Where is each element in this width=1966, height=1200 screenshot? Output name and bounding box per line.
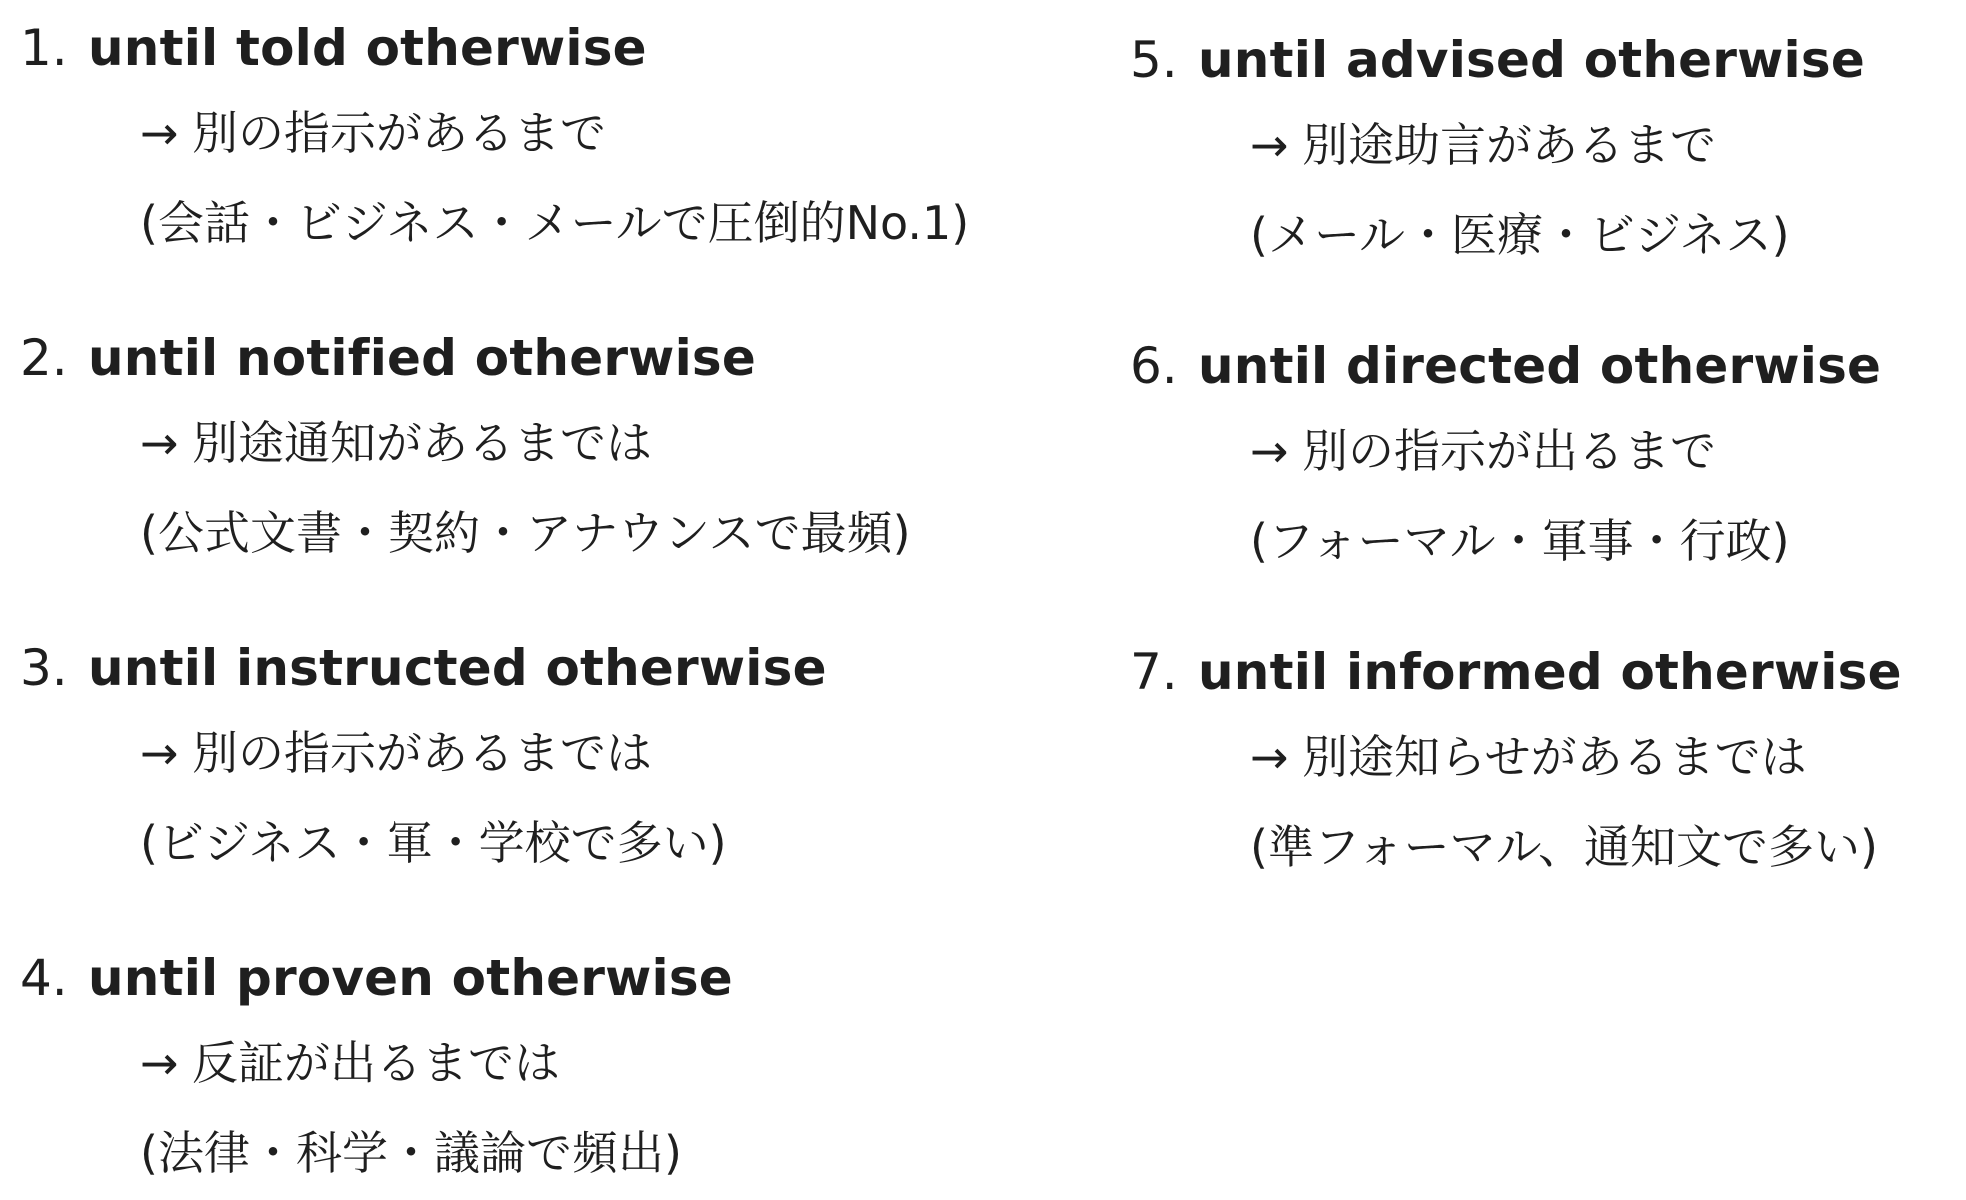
item-number: 4.	[20, 949, 68, 1007]
list-item	[20, 938, 733, 1198]
list-item	[20, 8, 969, 268]
item-meaning: 別の指示があるまでは	[192, 726, 652, 780]
list-item	[20, 628, 827, 888]
item-meaning-line	[1130, 100, 1790, 190]
item-meaning: 別途通知があるまでは	[192, 416, 652, 470]
item-phrase: until notified otherwise	[88, 329, 756, 387]
item-note: (準フォーマル、通知文で多い)	[1250, 820, 1878, 874]
item-number: 2.	[20, 329, 68, 387]
item-number: 7.	[1130, 643, 1178, 701]
list-item	[1130, 632, 1902, 892]
item-meaning-line	[20, 88, 969, 178]
arrow-right-icon: →	[1250, 424, 1289, 478]
arrow-right-icon: →	[140, 1036, 179, 1090]
list-item	[1130, 20, 1865, 280]
item-meaning: 別途知らせがあるまでは	[1302, 730, 1807, 784]
item-meaning: 反証が出るまでは	[192, 1036, 560, 1090]
item-meaning-line	[20, 398, 911, 488]
item-phrase: until proven otherwise	[88, 949, 733, 1007]
item-meaning-line	[1130, 406, 1790, 496]
arrow-right-icon: →	[140, 416, 179, 470]
item-note: (法律・科学・議論で頻出)	[140, 1126, 682, 1180]
item-meaning-line	[1130, 712, 1878, 802]
item-phrase: until told otherwise	[88, 19, 647, 77]
item-number: 5.	[1130, 31, 1178, 89]
item-number: 1.	[20, 19, 68, 77]
item-meaning: 別の指示が出るまで	[1302, 424, 1716, 478]
item-note: (ビジネス・軍・学校で多い)	[140, 816, 727, 870]
arrow-right-icon: →	[140, 106, 179, 160]
list-item	[1130, 326, 1882, 586]
item-note: (公式文書・契約・アナウンスで最頻)	[140, 506, 911, 560]
arrow-right-icon: →	[1250, 730, 1289, 784]
list-item	[20, 318, 911, 578]
item-meaning-line	[20, 1018, 682, 1108]
arrow-right-icon: →	[140, 726, 179, 780]
arrow-right-icon: →	[1250, 118, 1289, 172]
item-note: (会話・ビジネス・メールで圧倒的No.1)	[140, 196, 970, 250]
item-phrase: until advised otherwise	[1198, 31, 1865, 89]
item-phrase: until directed otherwise	[1198, 337, 1882, 395]
item-number: 6.	[1130, 337, 1178, 395]
item-phrase: until informed otherwise	[1198, 643, 1902, 701]
item-phrase: until instructed otherwise	[88, 639, 827, 697]
item-note: (メール・医療・ビジネス)	[1250, 208, 1790, 262]
item-meaning: 別途助言があるまで	[1302, 118, 1716, 172]
item-note: (フォーマル・軍事・行政)	[1250, 514, 1790, 568]
item-meaning-line	[20, 708, 727, 798]
item-meaning: 別の指示があるまで	[192, 106, 606, 160]
item-number: 3.	[20, 639, 68, 697]
